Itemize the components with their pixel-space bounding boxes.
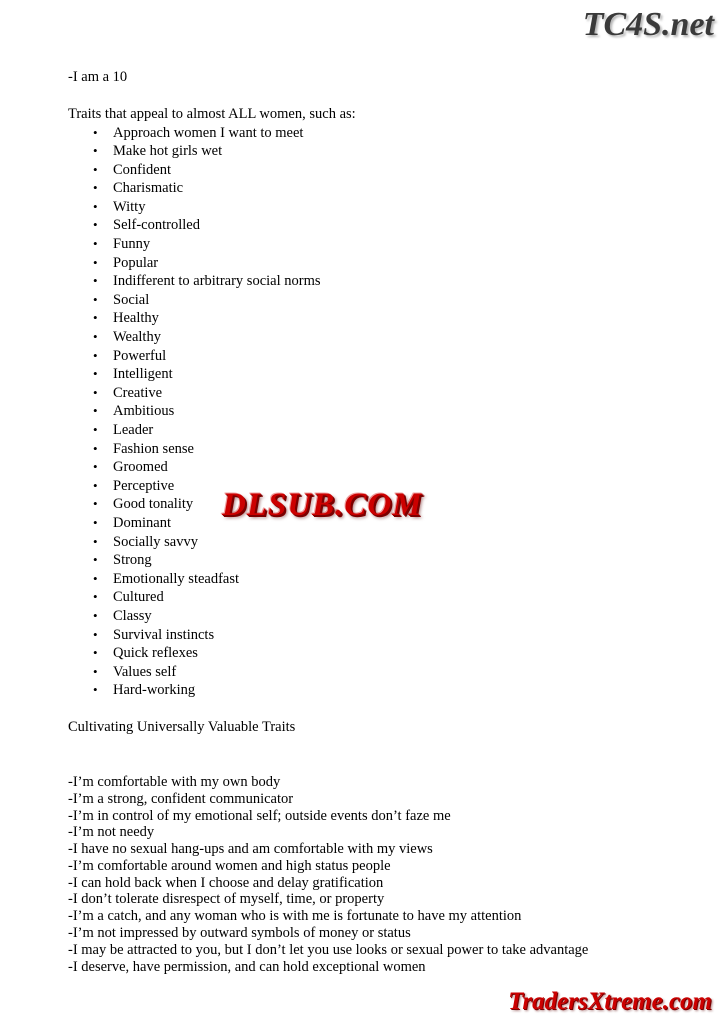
bullet-icon: • <box>93 236 98 252</box>
list-item-label: Ambitious <box>113 403 175 420</box>
statement-line: -I have no sexual hang-ups and am comfortable with my views <box>68 841 433 858</box>
list-item <box>68 124 668 143</box>
list-item-label: Charismatic <box>113 180 184 197</box>
list-item <box>68 440 668 459</box>
bullet-icon: • <box>93 477 98 493</box>
bullet-icon: • <box>93 124 98 140</box>
list-item-label: Perceptive <box>113 477 175 494</box>
statement-line: -I deserve, have permission, and can hold exceptional women <box>68 958 426 975</box>
watermark-bottom-right: TradersXtreme.com <box>508 988 712 1015</box>
statement-line: -I can hold back when I choose and delay gratification <box>68 874 384 891</box>
bullet-icon: • <box>93 496 98 512</box>
list-item <box>68 198 668 217</box>
bullet-icon: • <box>93 552 98 568</box>
bullet-icon: • <box>93 682 98 698</box>
list-item <box>68 607 668 626</box>
list-item <box>68 384 668 403</box>
list-item <box>68 458 668 477</box>
list-item-label: Strong <box>113 552 152 569</box>
list-item-label: Witty <box>113 198 146 215</box>
bullet-icon: • <box>93 254 98 270</box>
bullet-icon: • <box>93 180 98 196</box>
bullet-icon: • <box>93 626 98 642</box>
list-item <box>68 309 668 328</box>
statements-block <box>68 774 668 976</box>
statement-line: -I’m not needy <box>68 824 155 841</box>
bullet-icon: • <box>93 198 98 214</box>
list-item-label: Dominant <box>113 514 171 531</box>
bullet-icon: • <box>93 366 98 382</box>
list-item-label: Creative <box>113 384 163 401</box>
list-item-label: Good tonality <box>113 496 194 513</box>
list-item-label: Intelligent <box>113 366 173 383</box>
bullet-icon: • <box>93 514 98 530</box>
traits-list <box>68 124 668 700</box>
list-item-label: Values self <box>113 663 177 680</box>
bullet-icon: • <box>93 310 98 326</box>
spacer <box>68 737 668 756</box>
list-item <box>68 626 668 645</box>
bullet-icon: • <box>93 347 98 363</box>
list-item-label: Social <box>113 291 150 308</box>
watermark-center: DLSUB.COM <box>222 487 423 523</box>
bullet-icon: • <box>93 329 98 345</box>
traits-heading: Traits that appeal to almost ALL women, such as: <box>68 106 356 122</box>
list-item <box>68 216 668 235</box>
statement-line: -I’m not impressed by outward symbols of money or status <box>68 925 411 942</box>
list-item-label: Fashion sense <box>113 440 194 457</box>
list-item-label: Classy <box>113 607 152 624</box>
section-title: Cultivating Universally Valuable Traits <box>68 719 296 736</box>
list-item <box>68 365 668 384</box>
list-item-label: Emotionally steadfast <box>113 570 240 587</box>
watermark-top-right: TC4S.net <box>582 6 714 43</box>
bullet-icon: • <box>93 291 98 307</box>
bullet-icon: • <box>93 570 98 586</box>
list-item <box>68 681 668 700</box>
list-item-label: Groomed <box>113 459 168 476</box>
list-item <box>68 254 668 273</box>
bullet-icon: • <box>93 459 98 475</box>
bullet-icon: • <box>93 273 98 289</box>
bullet-icon: • <box>93 403 98 419</box>
list-item <box>68 235 668 254</box>
list-item <box>68 644 668 663</box>
bullet-icon: • <box>93 384 98 400</box>
intro-line: -I am a 10 <box>68 69 128 85</box>
list-item-label: Indifferent to arbitrary social norms <box>113 273 321 290</box>
list-item-label: Quick reflexes <box>113 645 198 662</box>
list-item-label: Powerful <box>113 347 167 364</box>
list-item-label: Healthy <box>113 310 159 327</box>
bullet-icon: • <box>93 217 98 233</box>
list-item-label: Funny <box>113 236 151 253</box>
list-item-label: Make hot girls wet <box>113 143 223 160</box>
list-item <box>68 161 668 180</box>
list-item <box>68 663 668 682</box>
statement-line: -I’m a catch, and any woman who is with me is fortunate to have my attention <box>68 908 522 925</box>
list-item <box>68 179 668 198</box>
list-item-label: Cultured <box>113 589 164 606</box>
bullet-icon: • <box>93 589 98 605</box>
list-item <box>68 291 668 310</box>
bullet-icon: • <box>93 422 98 437</box>
bullet-icon: • <box>93 161 98 177</box>
statement-line: -I may be attracted to you, but I don’t let you use looks or sexual power to take advantage <box>68 941 589 958</box>
list-item <box>68 272 668 291</box>
list-item-label: Leader <box>113 422 154 438</box>
statement-line: -I’m in control of my emotional self; outside events don’t faze me <box>68 807 451 824</box>
list-item <box>68 328 668 347</box>
list-item-label: Wealthy <box>113 329 161 346</box>
list-item-label: Approach women I want to meet <box>113 124 304 141</box>
statement-line: -I’m comfortable with my own body <box>68 773 281 790</box>
list-item <box>68 533 668 552</box>
bullet-icon: • <box>93 440 98 456</box>
bullet-icon: • <box>93 663 98 679</box>
spacer <box>68 755 668 774</box>
spacer <box>68 700 668 719</box>
statement-line: -I’m a strong, confident communicator <box>68 790 294 807</box>
statement-line: -I don’t tolerate disrespect of myself, time, or property <box>68 891 385 908</box>
bullet-icon: • <box>93 645 98 661</box>
list-item-label: Socially savvy <box>113 533 198 550</box>
spacer <box>68 87 668 106</box>
list-item <box>68 421 668 440</box>
bullet-icon: • <box>93 143 98 159</box>
list-item-label: Self-controlled <box>113 217 200 234</box>
list-item-label: Survival instincts <box>113 626 215 643</box>
list-item-label: Confident <box>113 161 171 178</box>
list-item <box>68 347 668 366</box>
list-item <box>68 588 668 607</box>
bullet-icon: • <box>93 533 98 549</box>
list-item <box>68 551 668 570</box>
statement-line: -I’m comfortable around women and high status people <box>68 857 391 874</box>
list-item <box>68 142 668 161</box>
bullet-icon: • <box>93 607 98 623</box>
list-item-label: Hard-working <box>113 682 196 699</box>
list-item-label: Popular <box>113 254 159 271</box>
list-item <box>68 402 668 421</box>
list-item <box>68 570 668 589</box>
